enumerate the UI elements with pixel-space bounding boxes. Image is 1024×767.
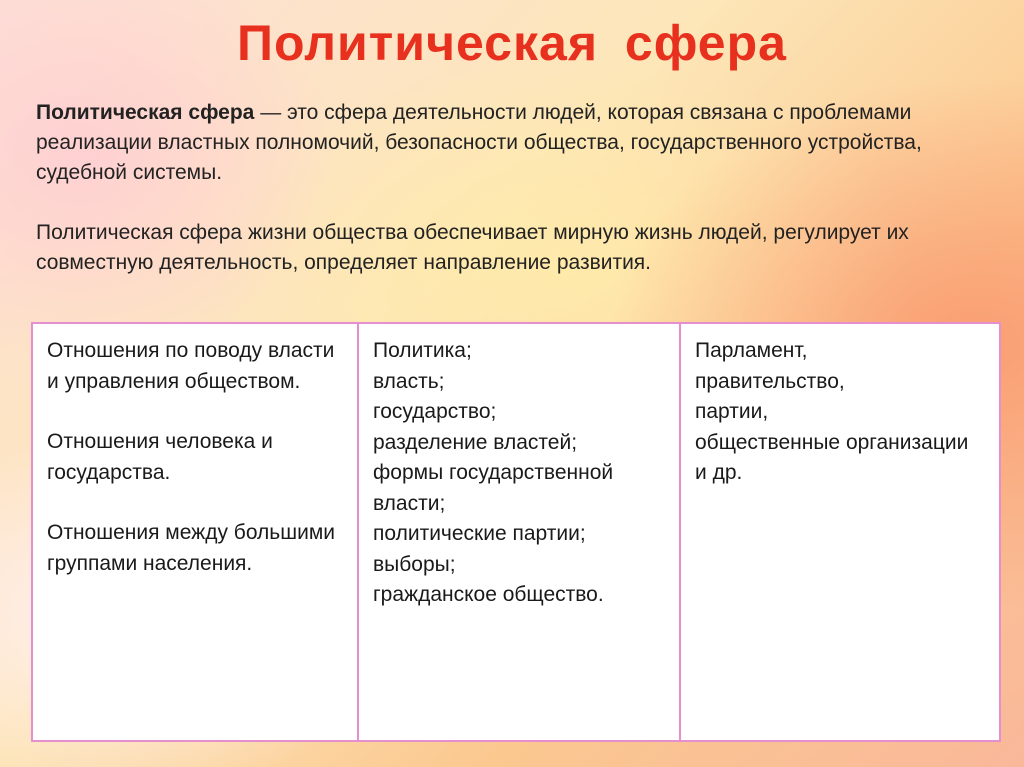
definition-paragraph (36, 98, 996, 188)
sphere-table (31, 322, 1001, 742)
concept-item: формы государственной власти; (373, 461, 614, 515)
institution-item: партии, (695, 400, 769, 423)
institution-item: Парламент, (695, 339, 808, 362)
concepts-column (357, 324, 679, 740)
intro-text (36, 98, 996, 308)
concept-item: государство; (373, 400, 497, 423)
concept-item: выборы; (373, 552, 456, 576)
concept-item: гражданское общество. (373, 583, 604, 606)
concept-item: власть; (373, 369, 445, 393)
description-paragraph: Политическая сфера жизни общества обеспечивает мирную жизнь людей, регулирует их совместную деятельность, определяет направление развития. (36, 221, 909, 274)
institution-item: общественные организации и др. (695, 430, 969, 484)
slide-title: Политическая сфера (237, 15, 787, 71)
concept-item: политические партии; (373, 522, 586, 545)
relations-item: Отношения по поводу власти и управления обществом. (47, 339, 335, 393)
institution-item: правительство, (695, 369, 845, 393)
relations-item: Отношения между большими группами населения. (47, 521, 335, 575)
definition-term: Политическая сфера (36, 101, 255, 124)
definition-text: — это сфера деятельности людей, которая связана с проблемами реализации властных полномочий, безопасности общества, государственного устройства, судебной системы. (36, 101, 922, 184)
institutions-column (679, 324, 999, 740)
concept-item: Политика; (373, 339, 472, 362)
relations-item: Отношения человека и государства. (47, 430, 273, 484)
relations-column (33, 324, 357, 740)
concept-item: разделение властей; (373, 430, 578, 454)
